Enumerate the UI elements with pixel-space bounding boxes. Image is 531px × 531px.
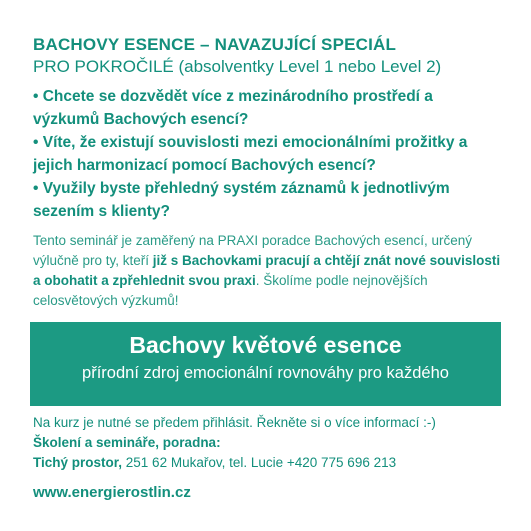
intro-paragraph (33, 231, 503, 311)
banner-tagline: přírodní zdroj emocionální rovnováhy pro každého (82, 364, 449, 382)
question-2: • Víte, že existují souvislosti mezi emocionálními prožitky a jejich harmonizací pomocí Bachových esencí? (33, 134, 468, 174)
banner-headline: Bachovy květové esence (129, 332, 402, 358)
intro-bold: již s Bachovkami pracují a chtějí znát nové souvislosti a obohatit a zpřehlednit svou praxi (33, 253, 501, 288)
intro-text-1: Tento seminář je zaměřený na PRAXI poradce Bachových esencí, určený výlučně pro ty, kteří (33, 233, 472, 268)
intro-text-2: . Školíme podle nejnovějších celosvětových výzkumů! (33, 273, 428, 308)
place-name: Tichý prostor, (33, 455, 123, 470)
question-1: • Chcete se dozvědět více z mezinárodního prostředí a výzkumů Bachových esencí? (33, 88, 433, 128)
banner (30, 322, 501, 406)
registration-note: Na kurz je nutné se předem přihlásit. Řekněte si o více informací :-) (33, 415, 436, 430)
website-link[interactable]: www.energierostlin.cz (33, 484, 191, 501)
question-3: • Využily byste přehledný systém záznamů k jednotlivým sezením s klienty? (33, 180, 450, 220)
content (33, 34, 503, 311)
address-text: 251 62 Mukařov, tel. Lucie +420 775 696 213 (122, 455, 397, 470)
subtitle: PRO POKROČILÉ (absolventky Level 1 nebo Level 2) (33, 57, 442, 76)
title: BACHOVY ESENCE – NAVAZUJÍCÍ SPECIÁL (33, 35, 397, 54)
address-line (33, 453, 503, 473)
organization-label: Školení a semináře, poradna: (33, 435, 221, 450)
footer (33, 413, 503, 473)
